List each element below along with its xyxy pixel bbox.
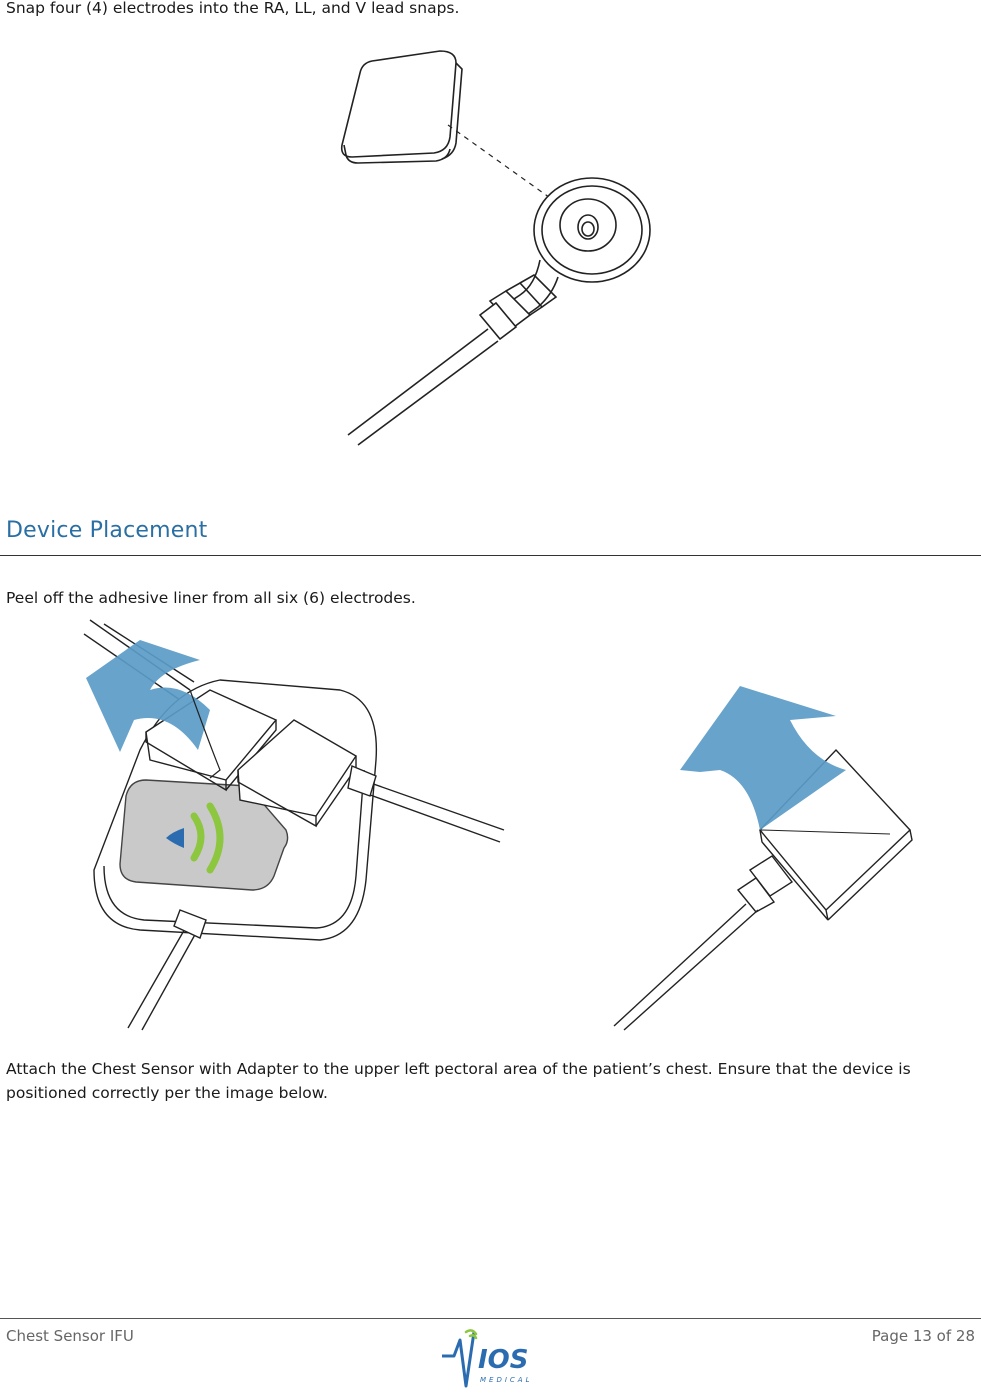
chest-sensor-peel-illustration [80,620,520,1030]
logo-subtext: MEDICAL [480,1376,533,1384]
peel-instruction: Peel off the adhesive liner from all six (6) electrodes. [6,589,416,607]
lead-snap-shape [480,178,650,339]
heading-divider [0,555,981,556]
footer-divider [0,1318,981,1319]
attach-instruction: Attach the Chest Sensor with Adapter to the upper left pectoral area of the patient’s chest. Ensure that the device is positioned correctly per the image below. [6,1060,911,1102]
footer-document-title: Chest Sensor IFU [6,1327,134,1345]
section-heading: Device Placement [6,518,208,543]
vios-medical-logo [440,1326,540,1392]
intro-paragraph: Snap four (4) electrodes into the RA, LL, and V lead snaps. [6,0,460,17]
electrode-peel-illustration [600,680,920,1030]
electrode-snap-illustration [330,45,670,450]
logo-wordmark: IOS [478,1345,529,1375]
electrode-pad-shape [342,51,462,163]
footer-page-number: Page 13 of 28 [871,1327,975,1345]
